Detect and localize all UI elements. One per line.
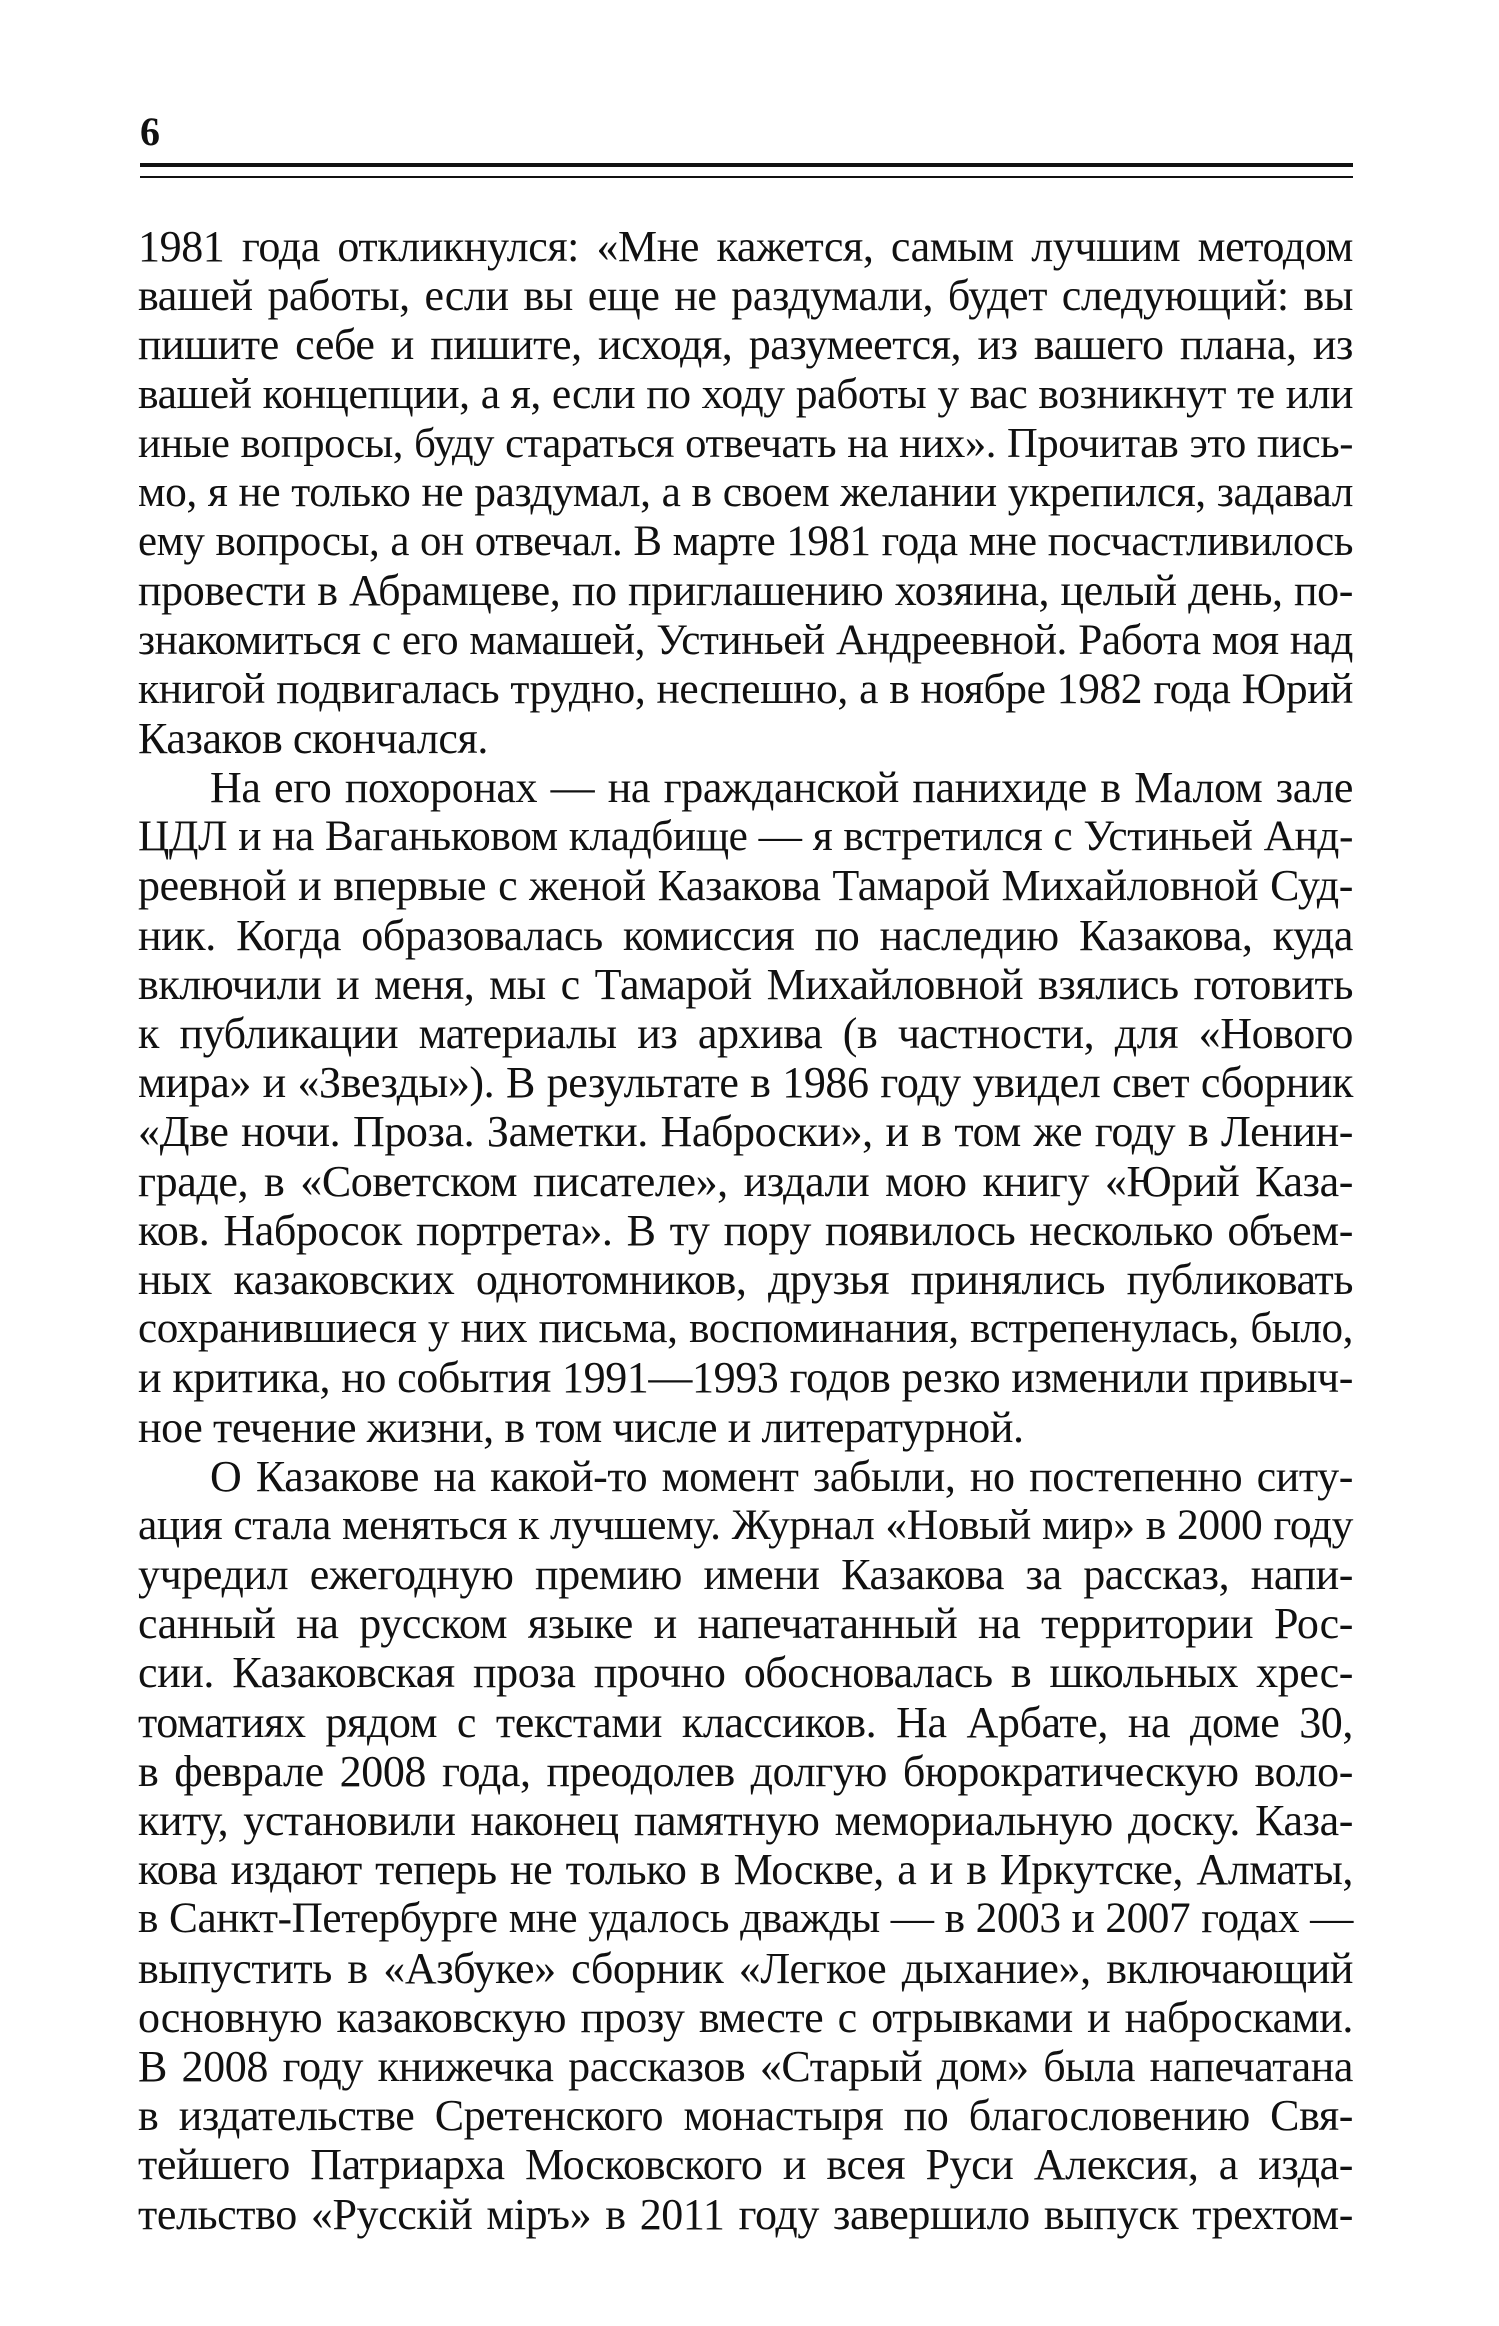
text-line: включили и меня, мы с Тамарой Михайловной взялись готовить [138, 959, 1353, 1009]
text-line: ЦДЛ и на Ваганьковом кладбище — я встретился с Устиньей Анд- [138, 812, 1353, 861]
text-line: ков. Набросок портрета». В ту пору появилось несколько объем- [138, 1205, 1353, 1255]
text-line: На его похоронах — на гражданской панихиде в Малом зале [210, 763, 1353, 813]
text-line: 1981 года откликнулся: «Мне кажется, самым лучшим методом [138, 222, 1353, 271]
page-number: 6 [140, 109, 160, 154]
text-line: вашей работы, если вы еще не раздумали, будет следующий: вы [138, 271, 1353, 321]
text-line: к публикации материалы из архива (в частности, для «Нового [138, 1009, 1353, 1058]
text-line: тейшего Патриарха Московского и всея Руси Алексия, а изда- [138, 2140, 1353, 2190]
text-line: граде, в «Советском писателе», издали мою книгу «Юрий Каза- [138, 1156, 1353, 1206]
text-line: ему вопросы, а он отвечал. В марте 1981 года мне посчастливилось [138, 518, 1353, 566]
text-line: в Санкт-Петербурге мне удалось дважды — в 2003 и 2007 годах — [138, 1894, 1353, 1943]
text-line: В 2008 году книжечка рассказов «Старый дом» была напечатана [138, 2041, 1353, 2091]
text-line: мира» и «Звезды»). В результате в 1986 году увидел свет сборник [138, 1058, 1353, 1108]
text-line: выпустить в «Азбуке» сборник «Легкое дыхание», включающий [138, 1943, 1353, 1993]
text-line: основную казаковскую прозу вместе с отрывками и набросками. [138, 1992, 1353, 2042]
text-line: ных казаковских однотомников, друзья принялись публиковать [138, 1254, 1353, 1304]
text-line: ное течение жизни, в том числе и литературной. [138, 1402, 1024, 1452]
text-line: провести в Абрамцеве, по приглашению хозяина, целый день, по- [138, 566, 1353, 616]
header-rule-thin [140, 176, 1353, 178]
text-line: сии. Казаковская проза прочно обосновалась в школьных хрес- [138, 1648, 1353, 1698]
text-line: книгой подвигалась трудно, неспешно, а в ноябре 1982 года Юрий [138, 664, 1353, 713]
text-line: сохранившиеся у них письма, воспоминания, встрепенулась, было, [138, 1305, 1353, 1353]
text-line: в издательстве Сретенского монастыря по благословению Свя- [138, 2091, 1353, 2141]
text-line: О Казакове на какой-то момент забыли, но постепенно ситу- [210, 1451, 1353, 1501]
text-line: учредил ежегодную премию имени Казакова за рассказ, напи- [138, 1550, 1353, 1600]
text-line: и критика, но события 1991—1993 годов резко изменили привыч- [138, 1353, 1353, 1403]
text-line: тельство «Русскій міръ» в 2011 году завершило выпуск трехтом- [138, 2189, 1353, 2239]
text-line: «Две ночи. Проза. Заметки. Наброски», и в том же году в Ленин- [138, 1107, 1353, 1157]
text-line: мо, я не только не раздумал, а в своем желании укрепился, задавал [138, 467, 1353, 516]
text-line: ация стала меняться к лучшему. Журнал «Новый мир» в 2000 году [138, 1500, 1353, 1549]
text-line: пишите себе и пишите, исходя, разумеется, из вашего плана, из [138, 320, 1353, 370]
text-line: ник. Когда образовалась комиссия по наследию Казакова, куда [138, 910, 1353, 960]
text-line: кова издают теперь не только в Москве, а и в Иркутске, Алматы, [138, 1845, 1353, 1895]
body-text [138, 222, 1353, 2239]
text-line: киту, установили наконец памятную мемориальную доску. Каза- [138, 1796, 1353, 1845]
text-line: иные вопросы, буду стараться отвечать на них». Прочитав это пись- [138, 419, 1353, 467]
text-line: вашей концепции, а я, если по ходу работы у вас возникнут те или [138, 369, 1353, 418]
header-rule-thick [140, 163, 1353, 167]
text-line: санный на русском языке и напечатанный на территории Рос- [138, 1599, 1353, 1649]
text-line: реевной и впервые с женой Казакова Тамарой Михайловной Суд- [138, 861, 1353, 911]
text-line: в феврале 2008 года, преодолев долгую бюрократическую воло- [138, 1746, 1353, 1796]
text-line: знакомиться с его мамашей, Устиньей Андреевной. Работа моя над [138, 615, 1353, 664]
text-line: томатиях рядом с текстами классиков. На Арбате, на доме 30, [138, 1697, 1353, 1747]
text-line: Казаков скончался. [138, 713, 488, 763]
